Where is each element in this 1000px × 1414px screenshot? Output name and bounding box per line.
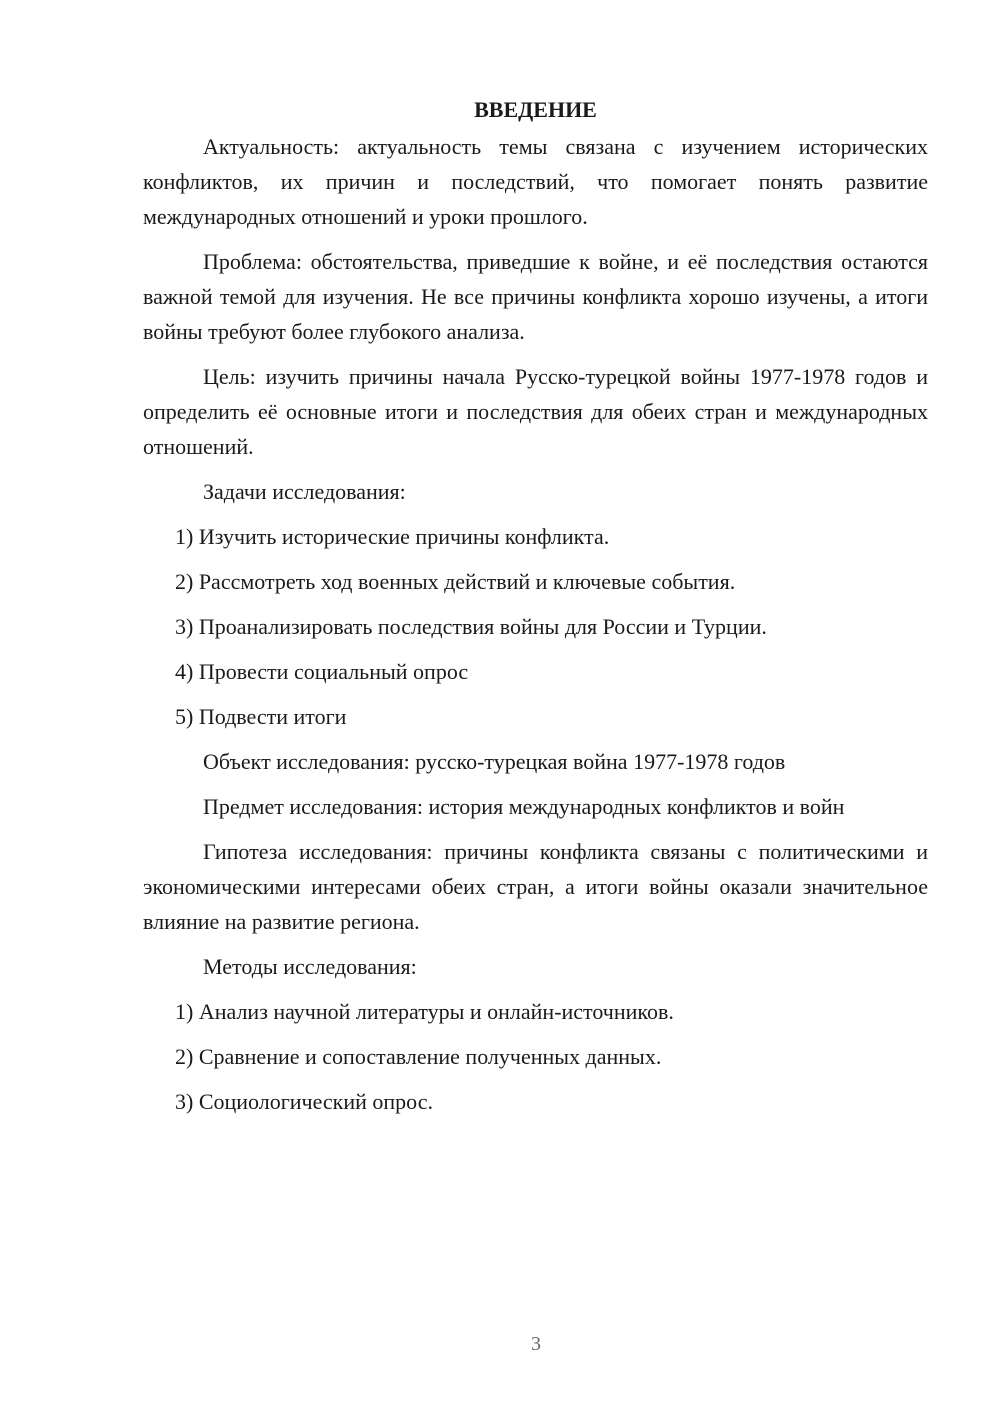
list-item: 2) Сравнение и сопоставление полученных данных. [175, 1044, 662, 1069]
list-item: 4) Провести социальный опрос [175, 659, 469, 684]
page-number: 3 [531, 1333, 541, 1355]
tasks-heading: Задачи исследования: [203, 479, 406, 504]
list-item: 3) Социологический опрос. [175, 1089, 433, 1114]
relevance-paragraph: Актуальность: актуальность темы связана с изучением исторических конфликтов, их причин и последствий, что помогает понять развитие международных отношений и уроки прошлого. [143, 134, 928, 229]
methods-list [143, 994, 928, 1119]
subject-paragraph: Предмет исследования: история международных конфликтов и войн [203, 794, 845, 819]
section-title: ВВЕДЕНИЕ [474, 97, 597, 122]
object-paragraph: Объект исследования: русско-турецкая война 1977-1978 годов [203, 749, 786, 774]
hypothesis-paragraph: Гипотеза исследования: причины конфликта связаны с политическими и экономическими интересами обеих стран, а итоги войны оказали значительное влияние на развитие региона. [143, 839, 928, 934]
list-item: 1) Изучить исторические причины конфликта. [175, 524, 610, 549]
document-body [143, 92, 928, 1129]
list-item: 2) Рассмотреть ход военных действий и ключевые события. [175, 569, 736, 594]
methods-heading: Методы исследования: [203, 954, 417, 979]
goal-paragraph: Цель: изучить причины начала Русско-турецкой войны 1977-1978 годов и определить её основные итоги и последствия для обеих стран и международных отношений. [143, 364, 928, 459]
problem-paragraph: Проблема: обстоятельства, приведшие к войне, и её последствия остаются важной темой для изучения. Не все причины конфликта хорошо изучены, а итоги войны требуют более глубокого анализа. [143, 249, 928, 344]
list-item: 5) Подвести итоги [175, 704, 347, 729]
list-item: 3) Проанализировать последствия войны для России и Турции. [175, 614, 767, 639]
list-item: 1) Анализ научной литературы и онлайн-источников. [175, 999, 674, 1024]
tasks-list [143, 519, 928, 734]
